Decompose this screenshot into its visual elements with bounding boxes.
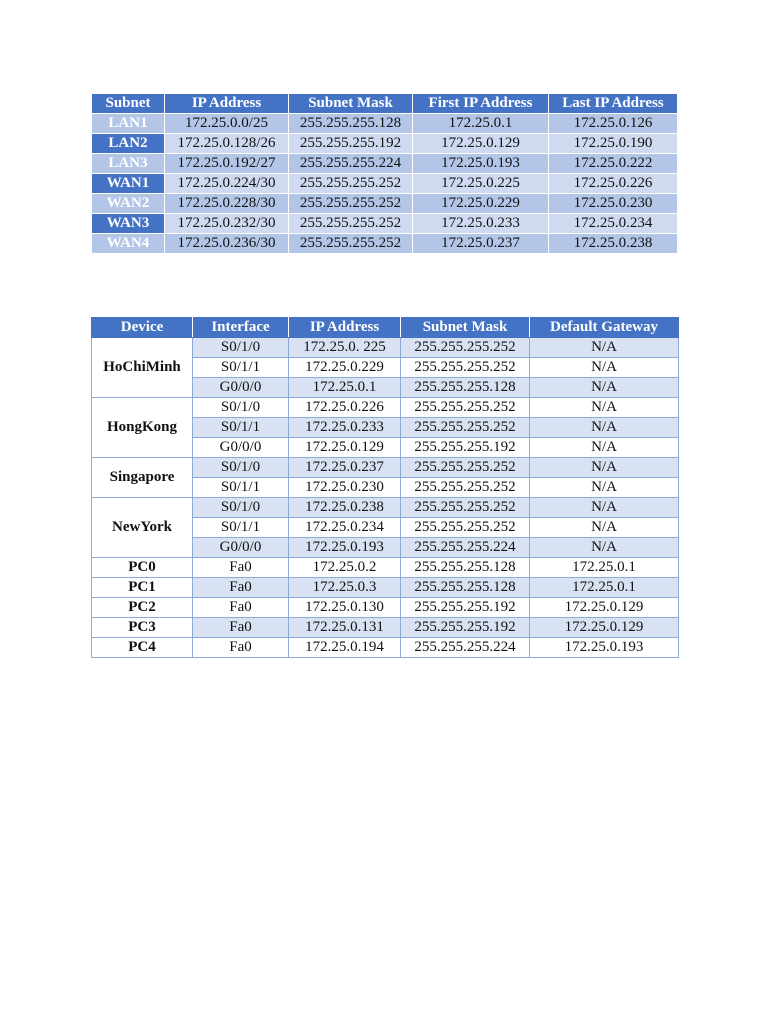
subnet-mask-cell: 255.255.255.192	[401, 598, 530, 618]
interface-cell: G0/0/0	[193, 438, 289, 458]
subnet-value-cell: 172.25.0.192/27	[165, 154, 289, 174]
gateway-cell: N/A	[530, 518, 679, 538]
gateway-cell: N/A	[530, 338, 679, 358]
subnet-value-cell: 255.255.255.252	[289, 174, 413, 194]
subnet-value-cell: 172.25.0.229	[413, 194, 549, 214]
subnet-name-cell: LAN2	[92, 134, 165, 154]
gateway-cell: N/A	[530, 378, 679, 398]
subnet-mask-cell: 255.255.255.252	[401, 338, 530, 358]
addressing-table-header: Device	[92, 318, 193, 338]
subnet-mask-cell: 255.255.255.252	[401, 518, 530, 538]
gateway-cell: 172.25.0.129	[530, 598, 679, 618]
subnet-value-cell: 172.25.0.237	[413, 234, 549, 254]
addressing-table-header: Default Gateway	[530, 318, 679, 338]
table-row	[92, 598, 679, 618]
subnet-mask-cell: 255.255.255.252	[401, 418, 530, 438]
subnet-value-cell: 172.25.0.230	[549, 194, 678, 214]
table-row	[92, 578, 679, 598]
addressing-table-header: Interface	[193, 318, 289, 338]
subnet-value-cell: 172.25.0.225	[413, 174, 549, 194]
subnet-value-cell: 172.25.0.1	[413, 114, 549, 134]
table-row	[92, 134, 678, 154]
addressing-table-header-row	[92, 318, 679, 338]
addressing-table-header: Subnet Mask	[401, 318, 530, 338]
ip-address-cell: 172.25.0.1	[289, 378, 401, 398]
subnet-mask-cell: 255.255.255.224	[401, 638, 530, 658]
subnet-table-header: Subnet	[92, 94, 165, 114]
subnet-mask-cell: 255.255.255.252	[401, 498, 530, 518]
device-name-cell: HongKong	[92, 398, 193, 458]
subnet-name-cell: WAN3	[92, 214, 165, 234]
subnet-mask-cell: 255.255.255.128	[401, 378, 530, 398]
interface-cell: S0/1/1	[193, 478, 289, 498]
gateway-cell: N/A	[530, 398, 679, 418]
gateway-cell: N/A	[530, 458, 679, 478]
ip-address-cell: 172.25.0.229	[289, 358, 401, 378]
table-row	[92, 498, 679, 518]
subnet-name-cell: LAN1	[92, 114, 165, 134]
device-name-cell: Singapore	[92, 458, 193, 498]
ip-address-cell: 172.25.0.230	[289, 478, 401, 498]
table-row	[92, 618, 679, 638]
table-row	[92, 194, 678, 214]
interface-cell: S0/1/0	[193, 498, 289, 518]
table-row	[92, 114, 678, 134]
subnet-value-cell: 172.25.0.232/30	[165, 214, 289, 234]
subnet-value-cell: 172.25.0.234	[549, 214, 678, 234]
subnet-value-cell: 172.25.0.128/26	[165, 134, 289, 154]
gateway-cell: N/A	[530, 438, 679, 458]
interface-cell: S0/1/1	[193, 358, 289, 378]
table-row	[92, 214, 678, 234]
gateway-cell: 172.25.0.193	[530, 638, 679, 658]
interface-cell: Fa0	[193, 638, 289, 658]
addressing-table-body	[92, 338, 679, 658]
gateway-cell: N/A	[530, 478, 679, 498]
subnet-value-cell: 172.25.0.228/30	[165, 194, 289, 214]
interface-cell: S0/1/0	[193, 398, 289, 418]
subnet-value-cell: 172.25.0.129	[413, 134, 549, 154]
device-name-cell: NewYork	[92, 498, 193, 558]
subnet-value-cell: 255.255.255.192	[289, 134, 413, 154]
device-name-cell: PC3	[92, 618, 193, 638]
ip-address-cell: 172.25.0.130	[289, 598, 401, 618]
table-row	[92, 558, 679, 578]
subnet-name-cell: WAN4	[92, 234, 165, 254]
interface-cell: G0/0/0	[193, 378, 289, 398]
addressing-table	[91, 317, 679, 658]
interface-cell: S0/1/1	[193, 518, 289, 538]
device-name-cell: PC0	[92, 558, 193, 578]
subnet-value-cell: 172.25.0.224/30	[165, 174, 289, 194]
ip-address-cell: 172.25.0.237	[289, 458, 401, 478]
ip-address-cell: 172.25.0.193	[289, 538, 401, 558]
subnet-table-header: Last IP Address	[549, 94, 678, 114]
table-row	[92, 234, 678, 254]
subnet-value-cell: 172.25.0.190	[549, 134, 678, 154]
device-name-cell: PC4	[92, 638, 193, 658]
gateway-cell: 172.25.0.129	[530, 618, 679, 638]
ip-address-cell: 172.25.0.131	[289, 618, 401, 638]
subnet-table-header: Subnet Mask	[289, 94, 413, 114]
subnet-value-cell: 172.25.0.238	[549, 234, 678, 254]
ip-address-cell: 172.25.0.238	[289, 498, 401, 518]
interface-cell: S0/1/0	[193, 458, 289, 478]
device-name-cell: PC1	[92, 578, 193, 598]
subnet-value-cell: 172.25.0.233	[413, 214, 549, 234]
subnet-value-cell: 172.25.0.222	[549, 154, 678, 174]
gateway-cell: 172.25.0.1	[530, 558, 679, 578]
subnet-mask-cell: 255.255.255.128	[401, 578, 530, 598]
subnet-value-cell: 255.255.255.252	[289, 234, 413, 254]
subnet-mask-cell: 255.255.255.252	[401, 478, 530, 498]
gateway-cell: N/A	[530, 498, 679, 518]
table-row	[92, 174, 678, 194]
subnet-mask-cell: 255.255.255.252	[401, 358, 530, 378]
subnet-value-cell: 172.25.0.126	[549, 114, 678, 134]
subnet-value-cell: 255.255.255.224	[289, 154, 413, 174]
interface-cell: G0/0/0	[193, 538, 289, 558]
subnet-value-cell: 255.255.255.252	[289, 214, 413, 234]
interface-cell: Fa0	[193, 618, 289, 638]
subnet-value-cell: 255.255.255.252	[289, 194, 413, 214]
ip-address-cell: 172.25.0.194	[289, 638, 401, 658]
subnet-table-header: First IP Address	[413, 94, 549, 114]
ip-address-cell: 172.25.0.2	[289, 558, 401, 578]
gateway-cell: N/A	[530, 358, 679, 378]
gateway-cell: 172.25.0.1	[530, 578, 679, 598]
interface-cell: Fa0	[193, 598, 289, 618]
device-name-cell: HoChiMinh	[92, 338, 193, 398]
subnet-mask-cell: 255.255.255.192	[401, 618, 530, 638]
subnet-name-cell: LAN3	[92, 154, 165, 174]
subnet-table-header: IP Address	[165, 94, 289, 114]
gateway-cell: N/A	[530, 538, 679, 558]
interface-cell: S0/1/1	[193, 418, 289, 438]
ip-address-cell: 172.25.0.3	[289, 578, 401, 598]
subnet-name-cell: WAN2	[92, 194, 165, 214]
subnet-value-cell: 172.25.0.0/25	[165, 114, 289, 134]
interface-cell: Fa0	[193, 558, 289, 578]
ip-address-cell: 172.25.0.226	[289, 398, 401, 418]
subnet-value-cell: 172.25.0.236/30	[165, 234, 289, 254]
subnet-mask-cell: 255.255.255.192	[401, 438, 530, 458]
subnet-mask-cell: 255.255.255.252	[401, 458, 530, 478]
table-row	[92, 338, 679, 358]
subnet-table-body	[92, 114, 678, 254]
gateway-cell: N/A	[530, 418, 679, 438]
table-row	[92, 398, 679, 418]
ip-address-cell: 172.25.0.234	[289, 518, 401, 538]
subnet-mask-cell: 255.255.255.128	[401, 558, 530, 578]
subnet-value-cell: 172.25.0.193	[413, 154, 549, 174]
subnet-value-cell: 255.255.255.128	[289, 114, 413, 134]
subnet-mask-cell: 255.255.255.252	[401, 398, 530, 418]
subnet-table	[91, 93, 678, 254]
subnet-table-header-row	[92, 94, 678, 114]
addressing-table-header: IP Address	[289, 318, 401, 338]
table-row	[92, 458, 679, 478]
subnet-value-cell: 172.25.0.226	[549, 174, 678, 194]
ip-address-cell: 172.25.0.233	[289, 418, 401, 438]
table-row	[92, 638, 679, 658]
interface-cell: Fa0	[193, 578, 289, 598]
device-name-cell: PC2	[92, 598, 193, 618]
ip-address-cell: 172.25.0. 225	[289, 338, 401, 358]
interface-cell: S0/1/0	[193, 338, 289, 358]
table-row	[92, 154, 678, 174]
subnet-mask-cell: 255.255.255.224	[401, 538, 530, 558]
subnet-name-cell: WAN1	[92, 174, 165, 194]
ip-address-cell: 172.25.0.129	[289, 438, 401, 458]
